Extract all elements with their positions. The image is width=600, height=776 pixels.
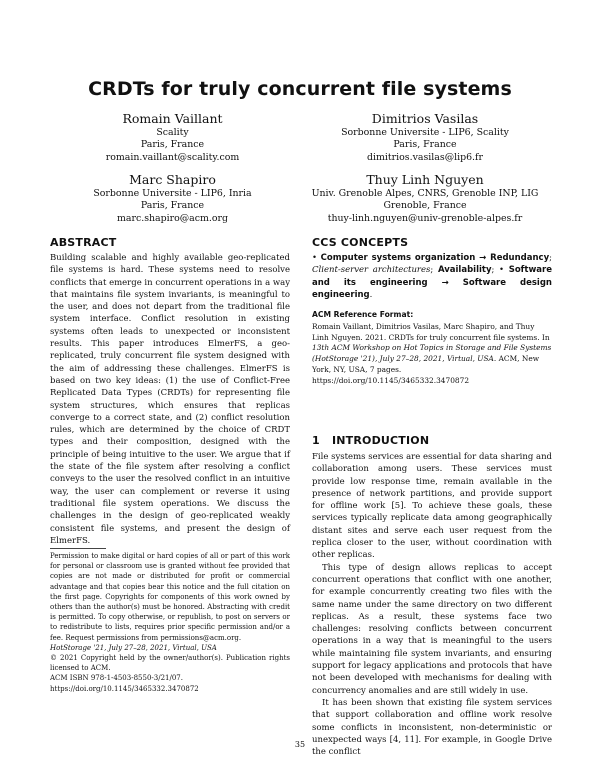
paragraph: It has been shown that existing file system services that support collaboration and offline work resolve some conflicts in inconsistent, non-deterministic or unexpected ways [4, 11]. For example, in Google Drive the conflict: [312, 697, 552, 758]
author-email[interactable]: dimitrios.vasilas@lip6.fr: [367, 151, 483, 163]
author-location: Paris, France: [140, 200, 205, 212]
author-location: Paris, France: [393, 139, 457, 151]
ccs-term: Software and its engineering → Software design engineering: [312, 265, 552, 300]
author-affiliation: Sorbonne Universite - LIP6, Inria: [93, 188, 252, 199]
author-block: [90, 111, 255, 164]
reference-venue: 13th ACM Workshop on Hot Topics in Storage and File Systems (HotStorage '21), July 27–28, 2021, Virtual, USA.: [312, 343, 552, 364]
doi-link[interactable]: https://doi.org/10.1145/3465332.3470872: [50, 684, 199, 693]
author-email[interactable]: marc.shapiro@acm.org: [117, 212, 228, 224]
author-block: [310, 111, 540, 164]
ccs-term: Computer systems organization → Redundancy: [320, 253, 550, 263]
author-name: Thuy Linh Nguyen: [366, 172, 484, 187]
ccs-concepts: • Computer systems organization → Redundancy; Client-server architectures; Availability; • Software and its engineering → Software design engineering.: [312, 253, 552, 300]
paragraph: This type of design allows replicas to accept concurrent operations that conflict with one another, for example concurrently creating two files with the same name under the same directory on two different replicas. As a result, these systems face two challenges: resolving conflicts between concurrent operations in a way that is meaningful to the users while maintaining file system invariants, and ensuring support for legacy applications and protocols that have not been developed with mechanisms for dealing with concurrency anomalies and are still widely in use.: [312, 562, 552, 696]
footnote-rule: [50, 548, 106, 549]
reference-format: [312, 322, 552, 386]
author-location: Paris, France: [140, 139, 205, 151]
section-heading-introduction: [312, 434, 429, 447]
author-email[interactable]: thuy-linh.nguyen@univ-grenoble-alpes.fr: [327, 212, 523, 224]
permission-text: Permission to make digital or hard copies of all or part of this work for personal or classroom use is granted without fee provided that copies are not made or distributed for profit or commercial advantage and that copies bear this notice and the full citation on the first page. Copyrights for components of this work owned by others than the author(s) must be honored. Abstracting with credit is permitted. To copy otherwise, or republish, to post on servers or to redistribute to lists, requires prior specific permission and/or a fee. Request permissions from permissions@acm.org.: [50, 552, 290, 642]
author-block: [60, 172, 285, 225]
abstract-heading: ABSTRACT: [50, 236, 117, 249]
permission-block: [50, 551, 290, 694]
abstract-text: Building scalable and highly available geo-replicated file systems is hard. These systems need to resolve conflicts that emerge in concurrent operations in a way that maintains file system invariants, is meaningful to the user, and does not depart from the traditional file system interface. Conflict resolution in existing systems often leads to unexpected or inconsistent results. This paper introduces ElmerFS, a geo-replicated, truly concurrent file system designed with the aim of addressing these challenges. ElmerFS is based on two key ideas: (1) the use of Conflict-Free Replicated Data Types (CRDTs) for representing file system structures, which ensures that replicas converge to a correct state, and (2) conflict resolution rules, which are determined by the choice of CRDT types and their composition, designed with the principle of being intuitive to the user. We argue that if the state of the file system after resolving a conflict conveys to the user the resolved conflict in an intuitive way, the user can complement or reverse it using traditional file system operations. We discuss the challenges in the design of geo-replicated weakly consistent file systems, and present the design of ElmerFS.: [50, 253, 290, 546]
intro-body: [312, 451, 552, 758]
section-title: INTRODUCTION: [331, 434, 430, 447]
page-number: 35: [294, 740, 306, 749]
paragraph: File systems services are essential for data sharing and collaboration among users. These services must provide low response time, remain available in the presence of network partitions, and provide support for offline work [5]. To achieve these goals, these services typically replicate data among geographically distant sites and serve each user request from the replica closer to the user, without coordination with other replicas.: [312, 452, 552, 561]
ccs-term: Availability: [437, 265, 492, 276]
author-name: Dimitrios Vasilas: [371, 111, 479, 126]
section-number: 1: [312, 434, 320, 447]
ccs-term: Client-server architectures: [312, 265, 431, 276]
reference-text: Romain Vaillant, Dimitrios Vasilas, Marc Shapiro, and Thuy Linh Nguyen. 2021. CRDTs for truly concurrent file systems. In: [312, 322, 550, 342]
author-name: Marc Shapiro: [129, 172, 216, 187]
author-block: [295, 172, 555, 225]
ccs-heading: CCS CONCEPTS: [312, 236, 409, 249]
author-name: Romain Vaillant: [122, 111, 223, 126]
conference-venue: HotStorage '21, July 27–28, 2021, Virtual, USA: [50, 643, 217, 652]
isbn: ACM ISBN 978-1-4503-8550-3/21/07.: [50, 674, 183, 683]
author-affiliation: Scality: [156, 127, 189, 138]
author-affiliation: Sorbonne Universite - LIP6, Scality: [341, 127, 509, 138]
copyright-notice: © 2021 Copyright held by the owner/author(s). Publication rights licensed to ACM.: [50, 654, 290, 673]
reference-format-heading: ACM Reference Format:: [312, 310, 414, 319]
paper-title: CRDTs for truly concurrent file systems: [88, 78, 512, 100]
author-location: Grenoble, France: [383, 200, 467, 212]
author-email[interactable]: romain.vaillant@scality.com: [105, 151, 240, 163]
reference-text: ACM, New York, NY, USA, 7 pages. https://doi.org/10.1145/3465332.3470872: [312, 354, 540, 385]
author-affiliation: Univ. Grenoble Alpes, CNRS, Grenoble INP, LIG: [311, 188, 539, 199]
